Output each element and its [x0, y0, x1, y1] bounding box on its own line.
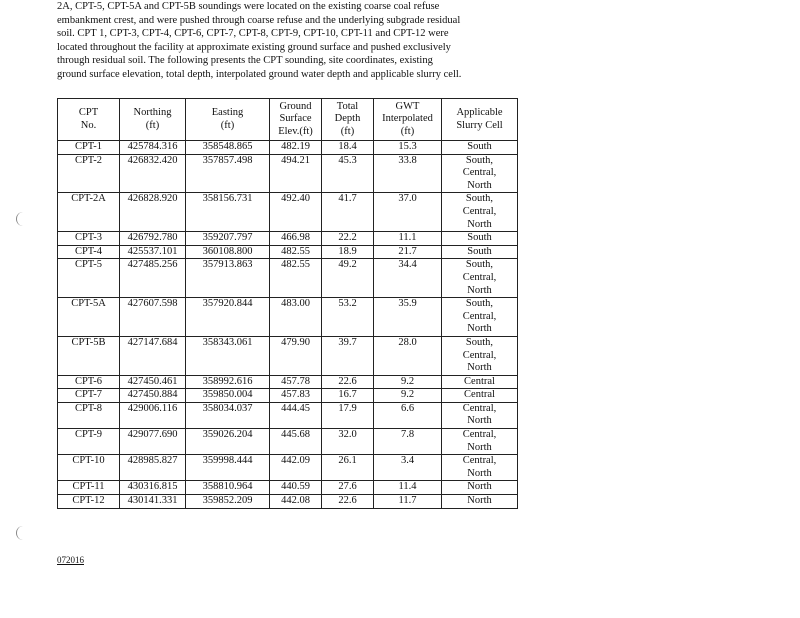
- table-row: [58, 495, 518, 509]
- cell-gwt: 6.6: [374, 402, 442, 428]
- cell-gwt: 33.8: [374, 154, 442, 193]
- cell-slurry-cell: [442, 193, 518, 232]
- cell-easting: 357920.844: [186, 298, 270, 337]
- cell-depth: 32.0: [322, 429, 374, 455]
- cell-slurry-cell: [442, 232, 518, 246]
- header-line: GWT: [395, 100, 420, 112]
- cell-easting: 358992.616: [186, 375, 270, 389]
- slurry-cell-line: Central,: [462, 402, 497, 414]
- cell-northing: 427450.884: [120, 389, 186, 403]
- header-northing: [120, 99, 186, 141]
- slurry-cell-line: South,: [465, 336, 494, 348]
- slurry-cell-line: North: [467, 481, 492, 493]
- cell-easting: 359850.004: [186, 389, 270, 403]
- slurry-cell-line: South,: [465, 298, 494, 310]
- header-line: (ft): [400, 125, 415, 137]
- slurry-cell-line: North: [467, 179, 492, 191]
- cell-northing: 427485.256: [120, 259, 186, 298]
- table-row: [58, 481, 518, 495]
- cell-easting: 358034.037: [186, 402, 270, 428]
- cell-northing: 427450.461: [120, 375, 186, 389]
- cell-northing: 429006.116: [120, 402, 186, 428]
- header-line: Applicable: [456, 106, 503, 118]
- table-row: [58, 154, 518, 193]
- cell-gwt: 21.7: [374, 245, 442, 259]
- table-row: [58, 455, 518, 481]
- slurry-cell-line: Central,: [462, 429, 497, 441]
- cell-gwt: 11.7: [374, 495, 442, 509]
- cell-slurry-cell: [442, 298, 518, 337]
- cell-slurry-cell: [442, 375, 518, 389]
- slurry-cell-line: North: [467, 467, 492, 479]
- table-row: [58, 193, 518, 232]
- cell-cpt: CPT-9: [58, 429, 120, 455]
- cell-cpt: CPT-10: [58, 455, 120, 481]
- slurry-cell-line: South,: [465, 154, 494, 166]
- cell-depth: 53.2: [322, 298, 374, 337]
- header-line: Slurry Cell: [456, 119, 503, 131]
- cell-elev: 457.78: [270, 375, 322, 389]
- cell-cpt: CPT-2A: [58, 193, 120, 232]
- cell-elev: 445.68: [270, 429, 322, 455]
- cell-cpt: CPT-11: [58, 481, 120, 495]
- cell-depth: 18.4: [322, 141, 374, 155]
- header-line: Ground: [279, 100, 312, 112]
- slurry-cell-line: North: [467, 362, 492, 374]
- table-header-row: [58, 99, 518, 141]
- header-line: (ft): [145, 119, 160, 131]
- cell-depth: 16.7: [322, 389, 374, 403]
- slurry-cell-line: South,: [465, 259, 494, 271]
- table-row: [58, 141, 518, 155]
- cell-elev: 457.83: [270, 389, 322, 403]
- cell-depth: 22.6: [322, 375, 374, 389]
- cell-elev: 442.09: [270, 455, 322, 481]
- cell-slurry-cell: [442, 455, 518, 481]
- cell-elev: 492.40: [270, 193, 322, 232]
- header-cpt-no: [58, 99, 120, 141]
- cell-depth: 39.7: [322, 336, 374, 375]
- cell-cpt: CPT-7: [58, 389, 120, 403]
- header-applicable-slurry-cell: [442, 99, 518, 141]
- slurry-cell-line: South,: [465, 193, 494, 205]
- cell-northing: 427147.684: [120, 336, 186, 375]
- cell-easting: 358343.061: [186, 336, 270, 375]
- slurry-cell-line: North: [467, 284, 492, 296]
- cell-easting: 358810.964: [186, 481, 270, 495]
- slurry-cell-line: Central,: [462, 455, 497, 467]
- table-row: [58, 402, 518, 428]
- cell-easting: 359207.797: [186, 232, 270, 246]
- cell-elev: 494.21: [270, 154, 322, 193]
- slurry-cell-line: North: [467, 441, 492, 453]
- cell-easting: 357913.863: [186, 259, 270, 298]
- paragraph-line: ground surface elevation, total depth, interpolated ground water depth and applicable slurry cell.: [57, 68, 462, 80]
- cell-slurry-cell: [442, 245, 518, 259]
- cell-gwt: 28.0: [374, 336, 442, 375]
- cell-depth: 22.2: [322, 232, 374, 246]
- cell-gwt: 3.4: [374, 455, 442, 481]
- slurry-cell-line: Central,: [462, 310, 497, 322]
- cell-northing: 430316.815: [120, 481, 186, 495]
- cell-slurry-cell: [442, 429, 518, 455]
- cell-gwt: 7.8: [374, 429, 442, 455]
- header-line: Interpolated: [382, 113, 433, 125]
- header-line: No.: [80, 119, 97, 131]
- binding-hole-mark: [16, 526, 25, 540]
- slurry-cell-line: Central,: [462, 349, 497, 361]
- header-gwt-interpolated: [374, 99, 442, 141]
- cell-slurry-cell: [442, 141, 518, 155]
- cell-easting: 357857.498: [186, 154, 270, 193]
- cell-northing: 426828.920: [120, 193, 186, 232]
- cell-cpt: CPT-4: [58, 245, 120, 259]
- cell-cpt: CPT-3: [58, 232, 120, 246]
- cell-cpt: CPT-1: [58, 141, 120, 155]
- header-line: Total: [336, 100, 359, 112]
- cell-depth: 45.3: [322, 154, 374, 193]
- cell-easting: 359998.444: [186, 455, 270, 481]
- cell-gwt: 34.4: [374, 259, 442, 298]
- cell-gwt: 9.2: [374, 389, 442, 403]
- cell-elev: 466.98: [270, 232, 322, 246]
- binding-hole-mark: [16, 212, 25, 226]
- header-ground-surface-elev: [270, 99, 322, 141]
- cell-depth: 41.7: [322, 193, 374, 232]
- slurry-cell-line: North: [467, 415, 492, 427]
- table-row: [58, 429, 518, 455]
- header-line: CPT: [78, 106, 99, 118]
- cell-cpt: CPT-5A: [58, 298, 120, 337]
- table-row: [58, 259, 518, 298]
- cell-cpt: CPT-12: [58, 495, 120, 509]
- slurry-cell-line: Central,: [462, 167, 497, 179]
- table-row: [58, 232, 518, 246]
- cell-cpt: CPT-5: [58, 259, 120, 298]
- cell-cpt: CPT-8: [58, 402, 120, 428]
- slurry-cell-line: Central,: [462, 205, 497, 217]
- cell-gwt: 11.4: [374, 481, 442, 495]
- page-number: 072016: [57, 555, 84, 565]
- paragraph-line: soil. CPT 1, CPT-3, CPT-4, CPT-6, CPT-7, CPT-8, CPT-9, CPT-10, CPT-11 and CPT-12 were: [57, 28, 449, 40]
- cell-easting: 358548.865: [186, 141, 270, 155]
- paragraph-line: located throughout the facility at approximate existing ground surface and pushed exclusively: [57, 41, 451, 53]
- cell-northing: 425537.101: [120, 245, 186, 259]
- table-row: [58, 336, 518, 375]
- cell-gwt: 37.0: [374, 193, 442, 232]
- cell-gwt: 15.3: [374, 141, 442, 155]
- cell-northing: 426792.780: [120, 232, 186, 246]
- cell-slurry-cell: [442, 259, 518, 298]
- cell-easting: 359852.209: [186, 495, 270, 509]
- slurry-cell-line: Central,: [462, 271, 497, 283]
- header-line: Northing: [133, 106, 172, 118]
- table-row: [58, 375, 518, 389]
- slurry-cell-line: North: [467, 218, 492, 230]
- paragraph-line: embankment crest, and were pushed through coarse refuse and the underlying subgrade residual: [57, 14, 461, 26]
- cell-elev: 479.90: [270, 336, 322, 375]
- header-line: Easting: [211, 106, 244, 118]
- cell-slurry-cell: [442, 481, 518, 495]
- cell-depth: 18.9: [322, 245, 374, 259]
- paragraph-line: through residual soil. The following presents the CPT sounding, site coordinates, existing: [57, 55, 433, 67]
- cell-easting: 358156.731: [186, 193, 270, 232]
- table-row: [58, 298, 518, 337]
- paragraph-line: 2A, CPT-5, CPT-5A and CPT-5B soundings were located on the existing coarse coal refuse: [57, 1, 440, 12]
- cell-gwt: 9.2: [374, 375, 442, 389]
- table-row: [58, 245, 518, 259]
- cell-slurry-cell: [442, 336, 518, 375]
- cell-elev: 444.45: [270, 402, 322, 428]
- cell-depth: 27.6: [322, 481, 374, 495]
- slurry-cell-line: South: [467, 141, 492, 152]
- intro-paragraph: [57, 0, 547, 82]
- cell-slurry-cell: [442, 495, 518, 509]
- cell-depth: 49.2: [322, 259, 374, 298]
- header-line: Elev.(ft): [278, 125, 313, 137]
- slurry-cell-line: Central: [464, 389, 495, 401]
- cell-northing: 426832.420: [120, 154, 186, 193]
- cell-cpt: CPT-2: [58, 154, 120, 193]
- cpt-table: [57, 98, 518, 509]
- cell-depth: 26.1: [322, 455, 374, 481]
- cell-elev: 483.00: [270, 298, 322, 337]
- header-line: (ft): [340, 125, 355, 137]
- slurry-cell-line: South: [467, 232, 492, 244]
- cell-slurry-cell: [442, 402, 518, 428]
- header-line: Depth: [334, 113, 361, 125]
- cell-northing: 427607.598: [120, 298, 186, 337]
- header-line: (ft): [220, 119, 235, 131]
- cell-northing: 429077.690: [120, 429, 186, 455]
- cell-elev: 482.19: [270, 141, 322, 155]
- cell-gwt: 11.1: [374, 232, 442, 246]
- cell-northing: 428985.827: [120, 455, 186, 481]
- header-easting: [186, 99, 270, 141]
- slurry-cell-line: South: [467, 245, 492, 257]
- cell-northing: 430141.331: [120, 495, 186, 509]
- cell-easting: 360108.800: [186, 245, 270, 259]
- cell-depth: 17.9: [322, 402, 374, 428]
- table-row: [58, 389, 518, 403]
- cell-easting: 359026.204: [186, 429, 270, 455]
- cell-slurry-cell: [442, 389, 518, 403]
- cell-elev: 440.59: [270, 481, 322, 495]
- slurry-cell-line: Central: [464, 375, 495, 387]
- cell-elev: 482.55: [270, 245, 322, 259]
- header-line: Surface: [279, 113, 312, 125]
- cell-depth: 22.6: [322, 495, 374, 509]
- cell-gwt: 35.9: [374, 298, 442, 337]
- table-body: [58, 141, 518, 509]
- slurry-cell-line: North: [467, 495, 492, 507]
- cell-cpt: CPT-5B: [58, 336, 120, 375]
- cell-slurry-cell: [442, 154, 518, 193]
- header-total-depth: [322, 99, 374, 141]
- cell-northing: 425784.316: [120, 141, 186, 155]
- cell-elev: 482.55: [270, 259, 322, 298]
- slurry-cell-line: North: [467, 323, 492, 335]
- cell-cpt: CPT-6: [58, 375, 120, 389]
- cell-elev: 442.08: [270, 495, 322, 509]
